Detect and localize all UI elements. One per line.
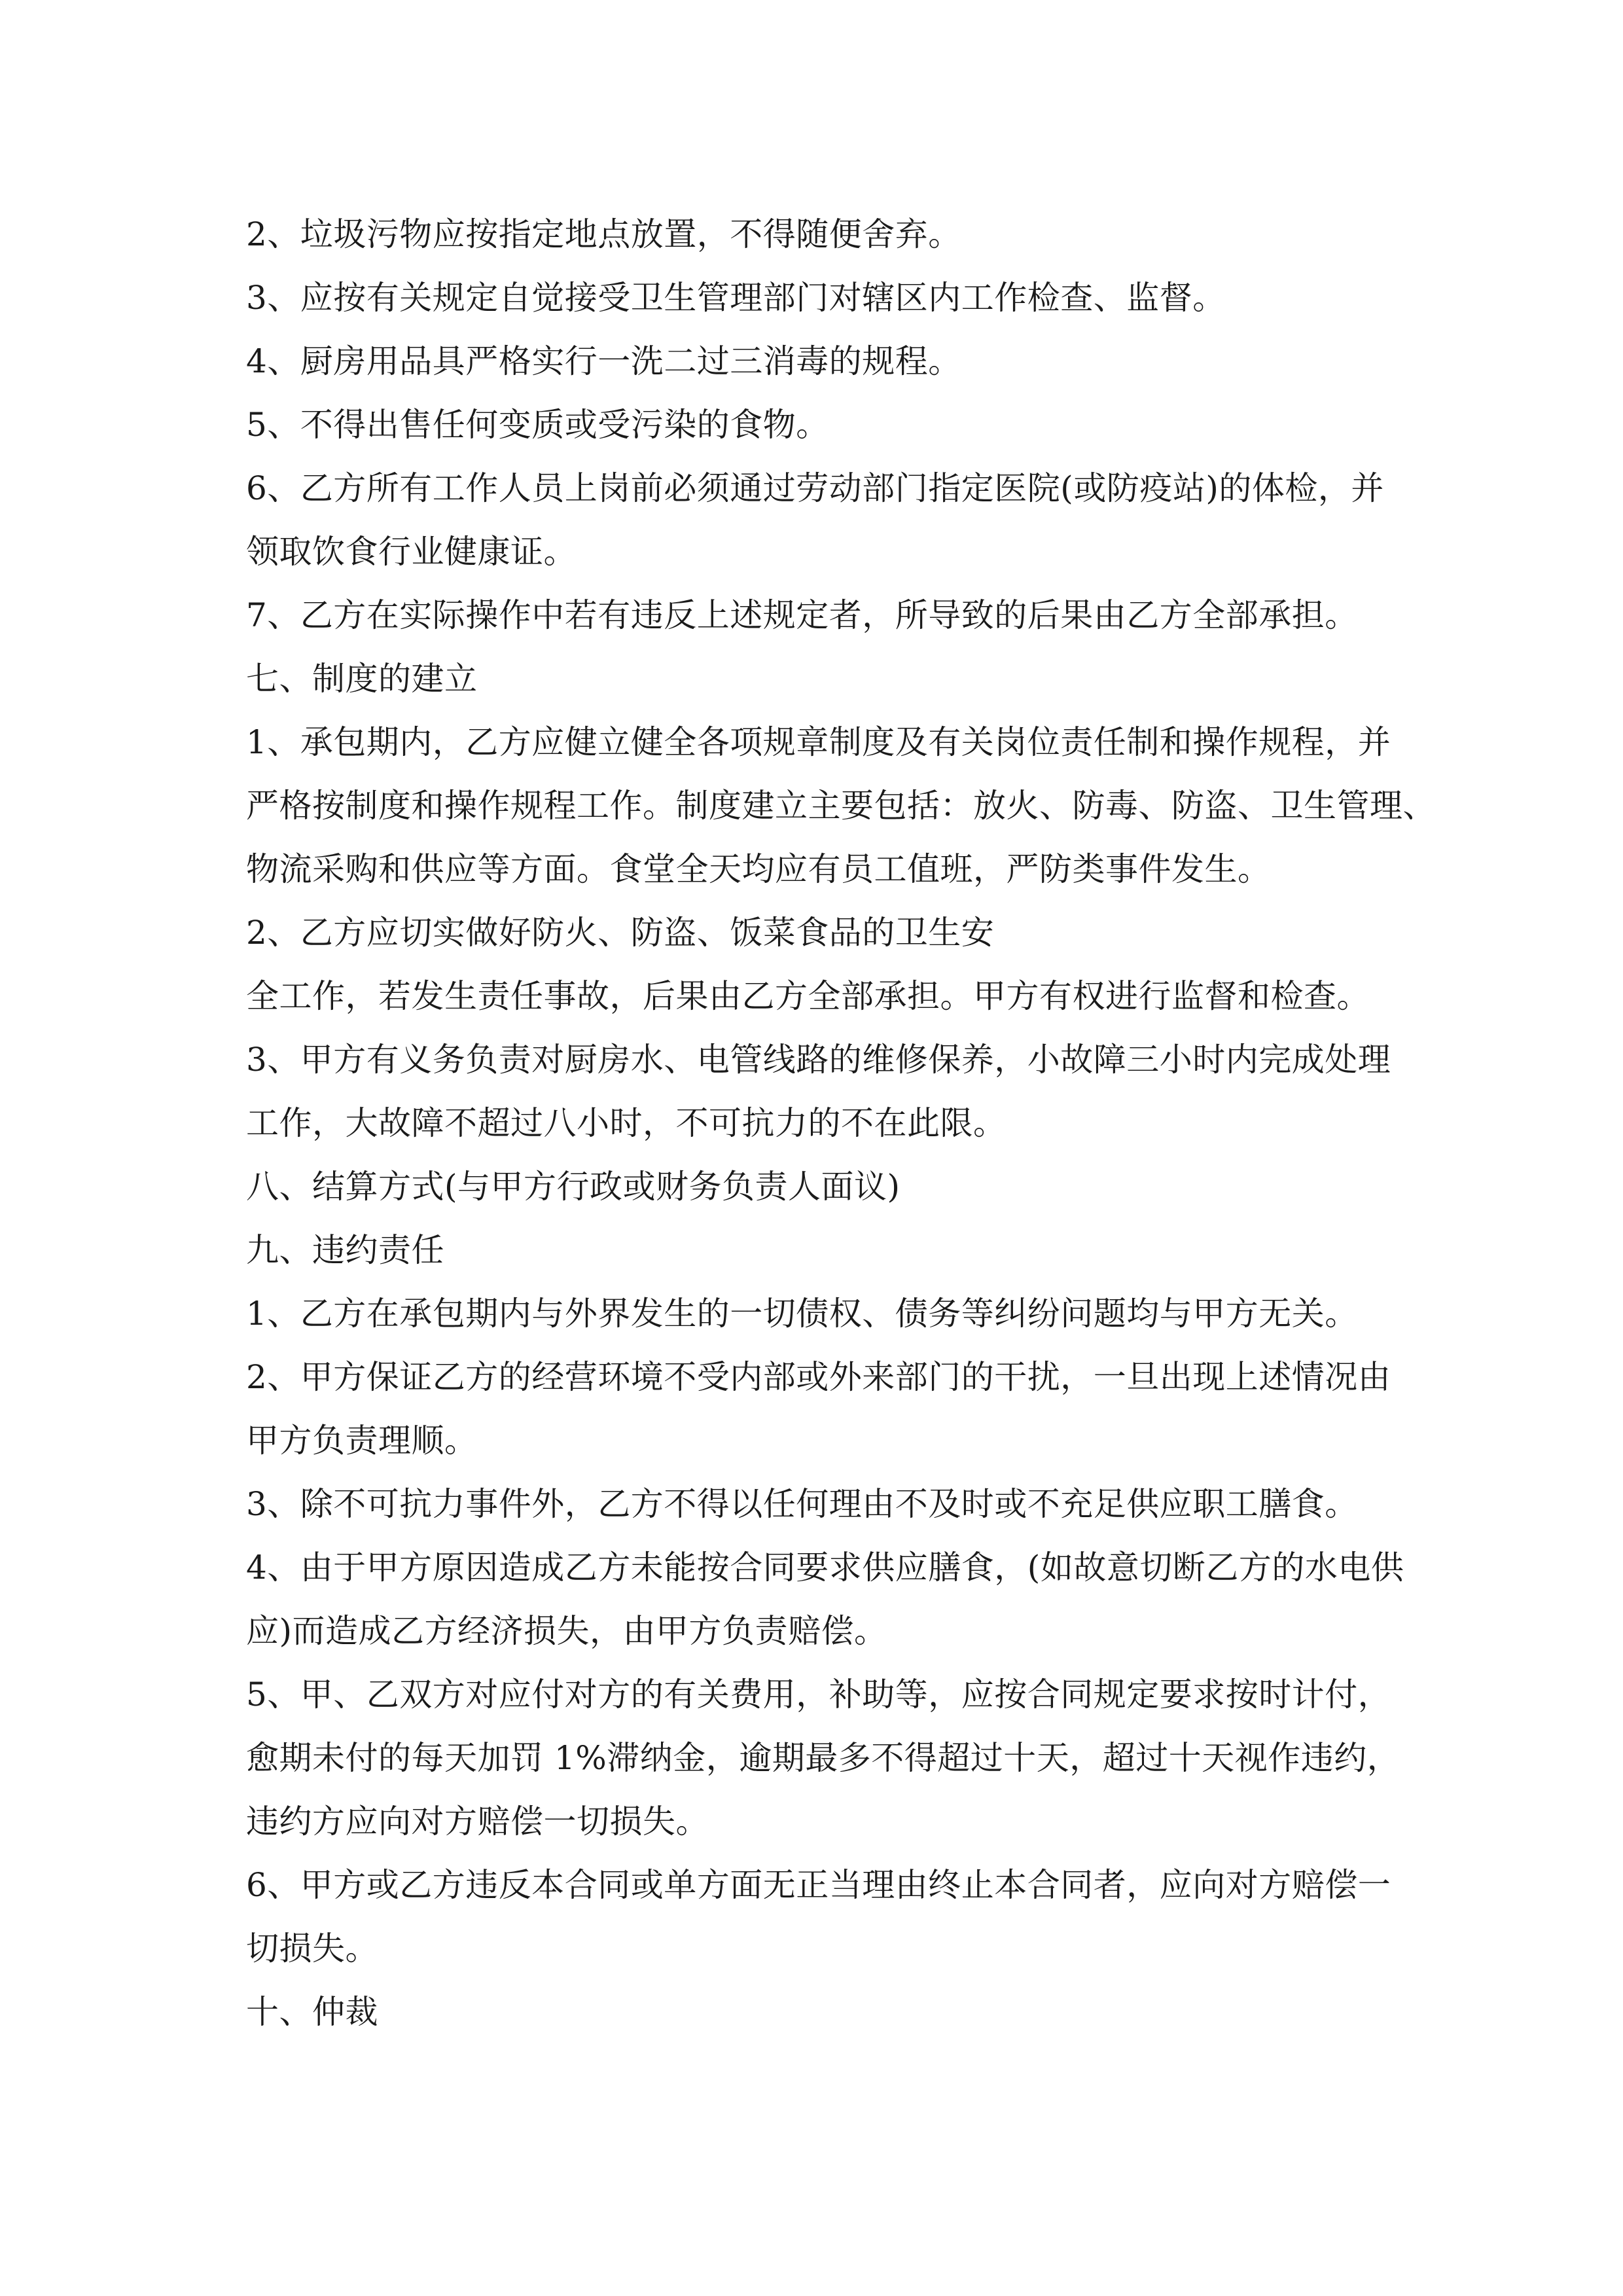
text-line: 领取饮食行业健康证。 <box>246 533 577 571</box>
text-line: 切损失。 <box>246 1929 378 1967</box>
document-body <box>246 203 1436 2044</box>
text-line: 3、应按有关规定自觉接受卫生管理部门对辖区内工作检查、监督。 <box>246 279 1226 317</box>
text-line: 4、厨房用品具严格实行一洗二过三消毒的规程。 <box>246 342 961 380</box>
text-line: 6、甲方或乙方违反本合同或单方面无正当理由终止本合同者，应向对方赔偿一 <box>246 1866 1391 1904</box>
text-line: 3、甲方有义务负责对厨房水、电管线路的维修保养，小故障三小时内完成处理 <box>246 1041 1391 1079</box>
text-line: 4、由于甲方原因造成乙方未能按合同要求供应膳食，(如故意切断乙方的水电供 <box>246 1549 1404 1587</box>
section-heading: 七、制度的建立 <box>246 660 478 698</box>
text-line: 5、不得出售任何变质或受污染的食物。 <box>246 406 829 444</box>
section-heading: 九、违约责任 <box>246 1231 444 1269</box>
text-line: 1、乙方在承包期内与外界发生的一切债权、债务等纠纷问题均与甲方无关。 <box>246 1295 1358 1333</box>
text-line: 违约方应向对方赔偿一切损失。 <box>246 1803 709 1840</box>
text-line: 6、乙方所有工作人员上岗前必须通过劳动部门指定医院(或防疫站)的体检，并 <box>246 469 1384 507</box>
text-line: 全工作，若发生责任事故，后果由乙方全部承担。甲方有权进行监督和检查。 <box>246 977 1370 1015</box>
text-line: 严格按制度和操作规程工作。制度建立主要包括：放火、防毒、防盗、卫生管理、 <box>246 787 1436 825</box>
text-line: 甲方负责理顺。 <box>246 1422 478 1460</box>
text-line: 2、乙方应切实做好防火、防盗、饭菜食品的卫生安 <box>246 914 995 952</box>
text-line: 2、垃圾污物应按指定地点放置，不得随便舍弃。 <box>246 215 961 253</box>
section-heading: 八、结算方式(与甲方行政或财务负责人面议) <box>246 1168 901 1206</box>
text-line: 7、乙方在实际操作中若有违反上述规定者，所导致的后果由乙方全部承担。 <box>246 596 1358 634</box>
text-line: 应)而造成乙方经济损失，由甲方负责赔偿。 <box>246 1612 887 1650</box>
text-line: 5、甲、乙双方对应付对方的有关费用，补助等，应按合同规定要求按时计付， <box>246 1676 1391 1713</box>
text-line: 3、除不可抗力事件外，乙方不得以任何理由不及时或不充足供应职工膳食。 <box>246 1485 1358 1523</box>
text-line: 工作，大故障不超过八小时，不可抗力的不在此限。 <box>246 1104 1007 1142</box>
section-heading: 十、仲裁 <box>246 1993 378 2031</box>
text-line: 2、甲方保证乙方的经营环境不受内部或外来部门的干扰，一旦出现上述情况由 <box>246 1358 1391 1396</box>
text-line: 物流采购和供应等方面。食堂全天均应有员工值班，严防类事件发生。 <box>246 850 1271 888</box>
text-line: 1、承包期内，乙方应健立健全各项规章制度及有关岗位责任制和操作规程，并 <box>246 723 1391 761</box>
text-line: 愈期未付的每天加罚 1%滞纳金，逾期最多不得超过十天，超过十天视作违约， <box>246 1739 1400 1777</box>
